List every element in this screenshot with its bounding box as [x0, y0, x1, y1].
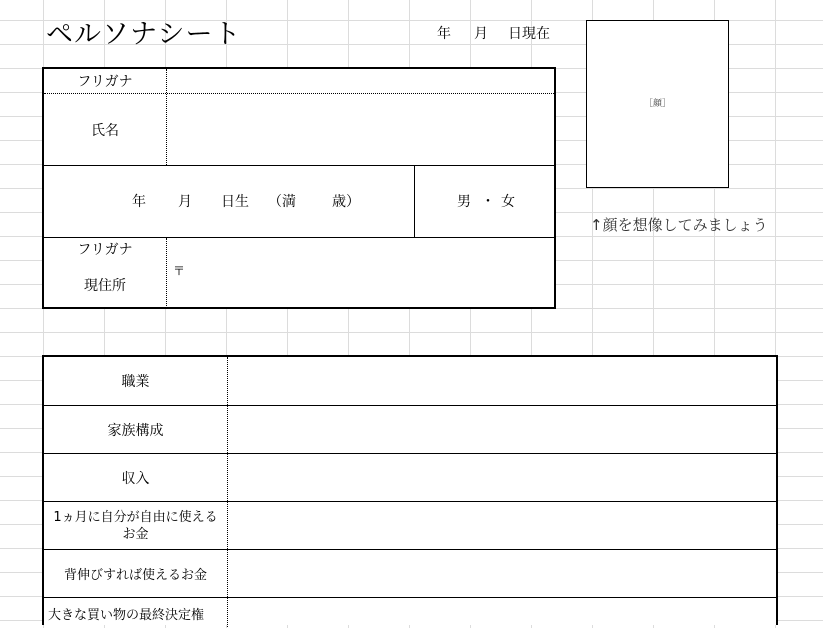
occupation-field[interactable] — [229, 357, 775, 405]
decision-label: 大きな買い物の最終決定権 — [48, 608, 205, 623]
decision-field[interactable] — [229, 598, 775, 628]
date-year-label: 年 — [437, 26, 451, 42]
stretch-money-field[interactable] — [229, 550, 775, 597]
table-row — [44, 502, 776, 549]
name-field[interactable] — [167, 94, 555, 165]
age-close-label: 歳） — [332, 194, 360, 210]
postal-mark: 〒 — [173, 264, 186, 278]
birth-year-label: 年 — [132, 194, 146, 210]
family-label: 家族構成 — [107, 422, 164, 439]
photo-hint: ↑顔を想像してみましょう — [590, 216, 768, 234]
free-money-field[interactable] — [229, 502, 775, 549]
gender-male-label: 男 — [457, 194, 471, 210]
address-label: 現住所 — [84, 278, 126, 294]
birthdate-field[interactable] — [44, 166, 414, 236]
furigana-field[interactable] — [167, 69, 555, 93]
table-row — [44, 598, 776, 628]
photo-placeholder: ［顔］ — [643, 98, 671, 109]
birth-day-label: 日生 — [221, 194, 249, 210]
details-table — [42, 355, 778, 625]
gender-field[interactable] — [415, 166, 555, 236]
table-row — [44, 357, 776, 405]
income-label: 収入 — [121, 470, 150, 487]
table-row — [44, 550, 776, 597]
photo-box[interactable] — [586, 20, 729, 188]
table-row — [44, 406, 776, 453]
gender-separator: ・ — [481, 194, 495, 210]
name-label: 氏名 — [91, 122, 119, 139]
address-field[interactable] — [167, 238, 555, 307]
free-money-label: 1ヵ月に自分が自由に使えるお金 — [53, 509, 218, 542]
stretch-money-label: 背伸びすれば使えるお金 — [63, 568, 207, 583]
date-day-label: 日現在 — [508, 26, 550, 42]
income-field[interactable] — [229, 454, 775, 501]
furigana-label: フリガナ — [77, 74, 133, 90]
occupation-label: 職業 — [121, 374, 150, 390]
page-title: ペルソナシート — [46, 19, 242, 50]
age-open-label: （満 — [268, 194, 296, 210]
birth-month-label: 月 — [178, 194, 192, 210]
date-month-label: 月 — [474, 26, 488, 42]
profile-table — [42, 67, 556, 309]
gender-female-label: 女 — [501, 194, 515, 210]
address-furigana-label: フリガナ — [77, 242, 133, 258]
family-field[interactable] — [229, 406, 775, 453]
table-row — [44, 454, 776, 501]
